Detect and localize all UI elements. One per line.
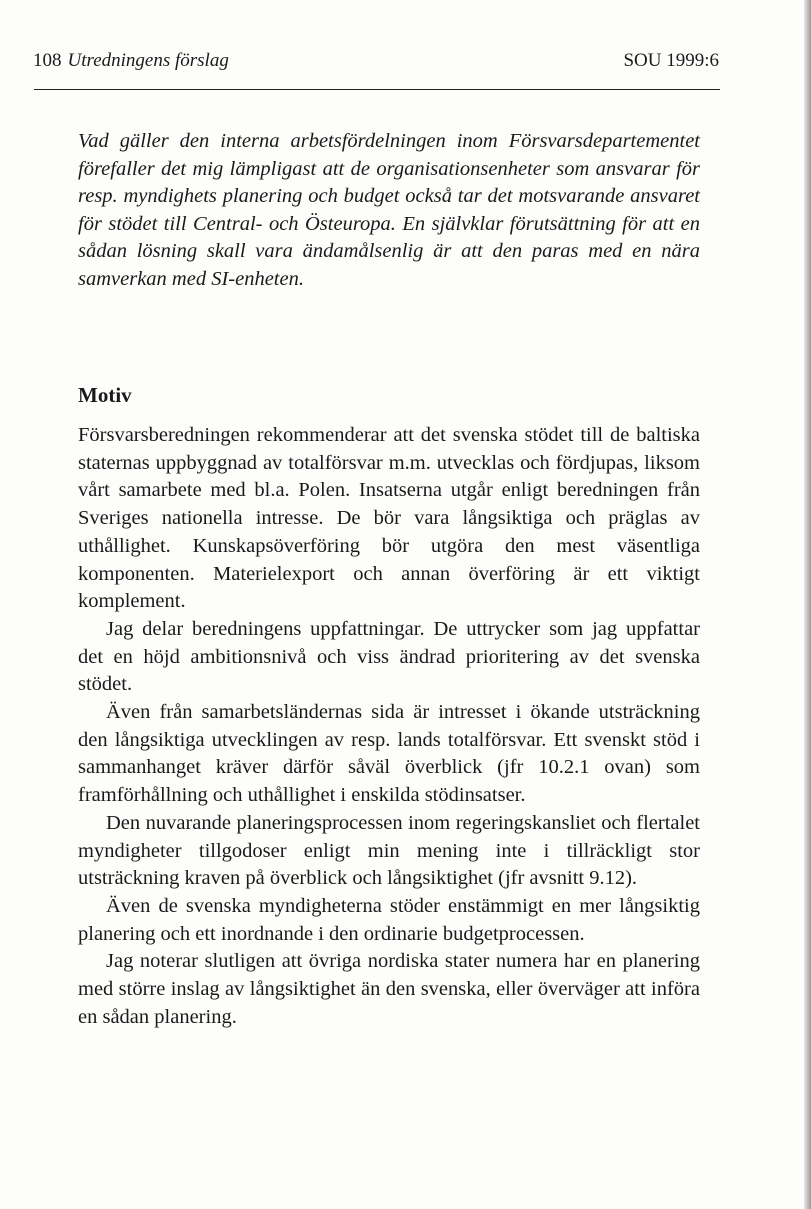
intro-paragraph: Vad gäller den interna arbetsfördelningen inom Försvarsdepartementet förefaller det mig lämpligast att de organisationsenheter som ansvarar för resp. myndighets planering och budget också tar det motsvarande ansvaret för stödet till Central- och Östeuropa. En självklar förutsättning för att en sådan lösning skall vara ändamålsenlig är att den paras med en nära samverkan med SI-enheten. [78, 130, 700, 290]
document-id: SOU 1999:6 [623, 50, 719, 71]
body-paragraph: Den nuvarande planeringsprocessen inom regeringskansliet och flertalet myndigheter tillgodoser enligt min mening inte i tillräckligt stor utsträckning kraven på överblick och långsiktighet (jfr avsnitt 9.12). [78, 811, 700, 890]
page-edge-shadow [804, 0, 811, 1209]
section-body [78, 422, 700, 1031]
header-rule [34, 89, 720, 90]
running-title: Utredningens förslag [67, 50, 229, 71]
header-left [33, 50, 229, 72]
section-heading: Motiv [78, 383, 132, 407]
page-number: 108 [33, 50, 62, 71]
body-paragraph: Jag noterar slutligen att övriga nordiska stater numera har en planering med större inslag av långsiktighet än den svenska, eller överväger att införa en sådan planering. [78, 950, 700, 1028]
body-paragraph: Försvarsberedningen rekommenderar att det svenska stödet till de baltiska staternas uppbyggnad av totalförsvar m.m. utvecklas och fördjupas, liksom vårt samarbete med bl.a. Polen. Insatserna utgår enligt beredningen från Sveriges nationella intresse. De bör vara långsiktiga och präglas av uthållighet. Kunskapsöverföring bör utgöra den mest väsentliga komponenten. Materielexport och annan överföring är ett viktigt komplement. [78, 424, 700, 613]
running-header [33, 50, 719, 78]
body-paragraph: Även de svenska myndigheterna stöder enstämmigt en mer långsiktig planering och ett inordnande i den ordinarie budgetprocessen. [78, 894, 700, 945]
body-paragraph: Även från samarbetsländernas sida är intresset i ökande utsträckning den långsiktiga utvecklingen av resp. lands totalförsvar. Ett svenskt stöd i sammanhanget kräver därför såväl överblick (jfr 10.2.1 ovan) som framförhållning och uthållighet i enskilda stödinsatser. [78, 701, 700, 807]
body-paragraph: Jag delar beredningens uppfattningar. De uttrycker som jag uppfattar det en höjd ambitionsnivå och viss ändrad prioritering av det svenska stödet. [78, 617, 700, 696]
